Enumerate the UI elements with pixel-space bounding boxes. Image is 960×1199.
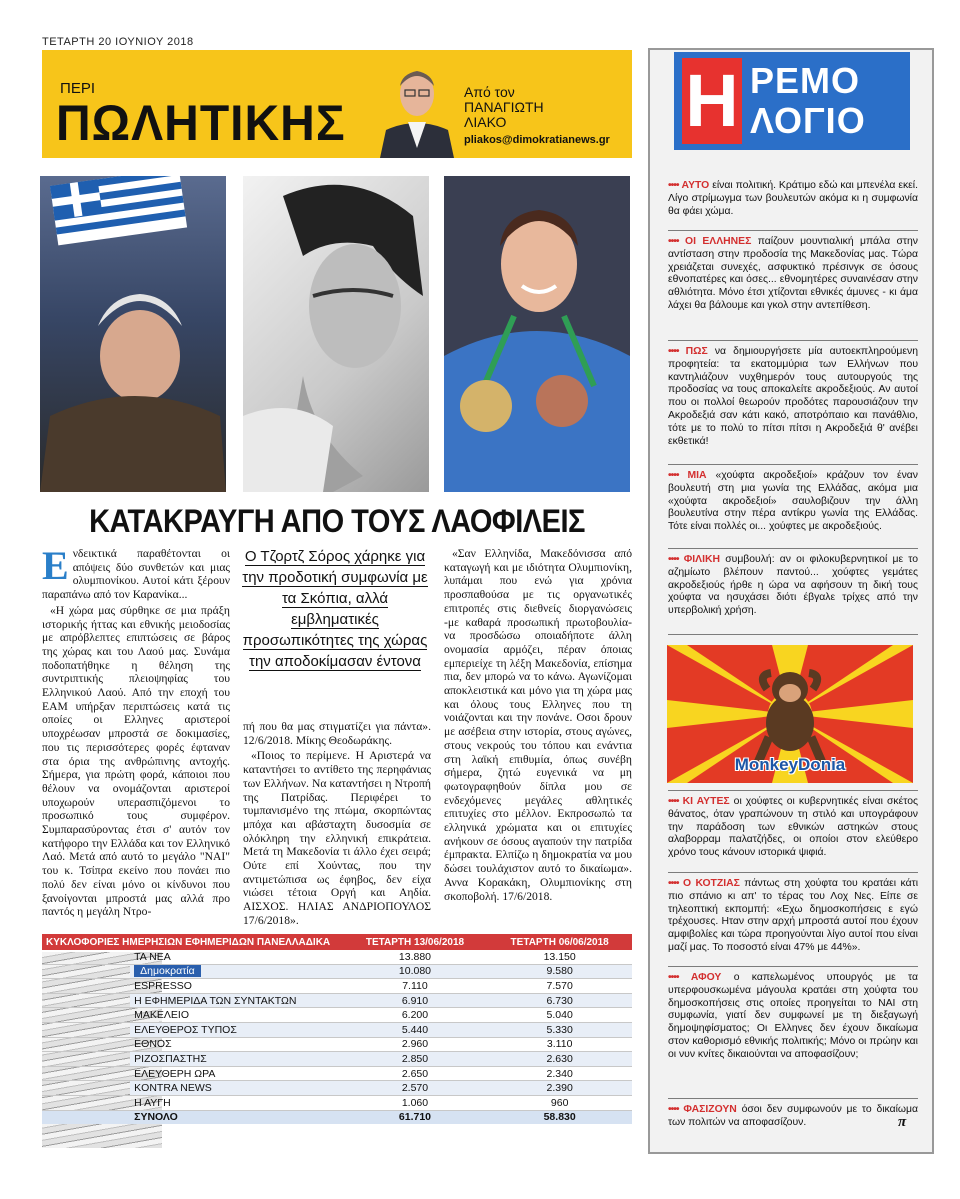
table-row [42, 979, 632, 994]
table-cell-value-1: 2.850 [343, 1052, 488, 1067]
table-cell-name [130, 1081, 342, 1096]
table-cell-value-2: 9.580 [487, 964, 632, 979]
article-column-2 [243, 720, 431, 930]
quote-theodorakis-end: πή που θα μας στιγματίζει για πάντα». 12/6/2018. Μίκης Θεοδωράκης. [243, 720, 431, 747]
author-photo [372, 52, 462, 158]
sidebar-item-lead: ΠΩΣ [685, 346, 708, 357]
table-row [42, 1052, 632, 1067]
table-image-cell [42, 993, 130, 1008]
sidebar-divider [668, 230, 918, 231]
table-cell-value-2: 2.390 [487, 1081, 632, 1096]
sidebar-item [668, 470, 918, 534]
table-cell-name [130, 950, 342, 964]
table-cell-name [130, 993, 342, 1008]
table-image-cell [42, 1022, 130, 1037]
table-cell-value-2: 3.110 [487, 1037, 632, 1052]
table-image-cell [42, 979, 130, 994]
table-cell-value-1: 2.960 [343, 1037, 488, 1052]
paper-name: ΡΙΖΟΣΠΑΣΤΗΣ [134, 1052, 207, 1065]
paper-name: Η ΕΦΗΜΕΡΙΔΑ ΤΩΝ ΣΥΝΤΑΚΤΩΝ [134, 994, 297, 1007]
sidebar-logo-line-1: ΡΕΜΟ [750, 60, 861, 101]
sidebar-logo [674, 52, 910, 150]
sidebar-item [668, 1104, 918, 1130]
paper-name: KONTRA NEWS [134, 1082, 212, 1095]
quote-korakaki: «Σαν Ελληνίδα, Μακεδόνισσα από καταγωγή και με ιδιότητα Ολυμπιονίκη, λυπάμαι που ενώ για χρόνια προσπαθούσα με τις οργανωτικές επιτροπές στις διεθνείς διοργανώσεις -με καθαρά προσωπική πρωτοβουλία- να προσδώσω οποιαδήποτε άλλη ονομασία αρμόζει, πέραν όποιας εμπεριείχε τη λέξη Μακεδονία, επίσημα πια, δεν μπορώ να το κάνω. Αγωνίζομαι αποκλειστικά και μόνο για τη χώρα μας και όλους τους Ελληνες που τη νοιάζονται και την πονάνε. Οσοι δρουν με ασέβεια στην ιστορία, στους αγώνες, στους νεκρούς του τόπου και ενάντια στη λαϊκή επιθυμία, όπως συνέβη σήμερα, ζητώ ευγενικά να μη φωτογραφηθούν δίπλα μου σε ενδεχόμενες μεγάλες αθλητικές επιτυχίες στο μέλλον. Εκπροσωπώ τα ελληνικά χρώματα και οι επιτυχίες ανήκουν σε όσους αγαπούν την πατρίδα έμπρακτα. Ελπίζω η δημοκρατία να μου δώσει τουλάχιστον αυτό το δικαίωμα». Αννα Κορακάκη, Ολυμπιονίκης στη σκοποβολή. 17/6/2018. [444, 547, 632, 903]
sidebar-item [668, 972, 918, 1062]
author-line-1: Από τον [464, 84, 515, 100]
article-headline: ΚΑΤΑΚΡΑΥΓΗ ΑΠΟ ΤΟΥΣ ΛΑΟΦΙΛΕΙΣ [89, 504, 585, 540]
table-row [42, 1008, 632, 1023]
sidebar-item [668, 796, 918, 860]
paper-name: ESPRESSO [134, 979, 192, 992]
monkeydonia-caption: MonkeyDonia [734, 755, 846, 774]
bullet-dots: •••• [668, 878, 679, 889]
table-cell-value-2: 6.730 [487, 993, 632, 1008]
sidebar-logo-letter: Η [682, 58, 742, 144]
sidebar-divider [668, 790, 918, 791]
table-row [42, 1022, 632, 1037]
column-title: ΠΩΛΗΤΙΚΗΣ [56, 95, 346, 152]
sidebar-divider [668, 966, 918, 967]
table-cell-name [130, 1066, 342, 1081]
table-cell-value-1: 1.060 [343, 1095, 488, 1110]
paper-name: ΤΑ ΝΕΑ [134, 950, 171, 963]
table-col-date-2: ΤΕΤΑΡΤΗ 06/06/2018 [487, 934, 632, 950]
table-image-cell [42, 1081, 130, 1096]
table-row [42, 1095, 632, 1110]
sidebar-item [668, 180, 918, 218]
table-cell-value-2: 7.570 [487, 979, 632, 994]
table-cell-value-2: 5.040 [487, 1008, 632, 1023]
bullet-dots: •••• [668, 796, 679, 807]
quote-theodorakis: «Η χώρα μας σύρθηκε σε μια πράξη ιστορικής ήττας και εθνικής μειοδοσίας με απρόβλεπτες επιπτώσεις σε βάρος της χώρας και του Λαού μας. Συνάμα ποδοπατήθηκε η θέληση της συντριπτικής πλειοψηφίας του Ελληνικού Λαού. Από την εποχή του ΕΑΜ υπήρξαν περιπτώσεις κατά τις οποίες οι Ελληνες αριστεροί υποχρέωσαν μπροστά σε δοκιμασίες, που τις περισσότερες φορές έφταναν στα όρια της ανθρώπινης αντοχής. Σήμερα, για πρώτη φορά, κάποιοι που θέλουν να ονομάζονται αριστεροί υποχωρούν υπερασπιζόμενοι το προσωπικό τους συμφέρον. Συμπαρασύροντας έτσι σ' αυτόν τον κατήφορο την Ελλάδα και τον Ελληνικό Λαό. Μετά από αυτό το μεγάλο "ΝΑΙ" του κ. Τσίπρα εκείνο που πονάει πιο πολύ δεν είναι μόνο οι κίνδυνοι που ξανοίγονται μπροστά μας αλλά προ παντός η μεγάλη Ντρο- [42, 603, 230, 919]
highlight-dimokratia: Δημοκρατία [134, 965, 201, 977]
sidebar-item-lead: ΟΙ ΕΛΛΗΝΕΣ [684, 236, 752, 247]
table-image-cell [42, 950, 130, 964]
table-cell-value-1: 6.200 [343, 1008, 488, 1023]
table-cell-value-2: 2.630 [487, 1052, 632, 1067]
paper-name: ΕΛΕΥΘΕΡΗ ΩΡΑ [134, 1067, 216, 1080]
table-image-cell [42, 1008, 130, 1023]
table-cell-value-1: 6.910 [343, 993, 488, 1008]
sidebar-divider [668, 548, 918, 549]
sidebar-divider [668, 634, 918, 635]
author-line-2: ΠΑΝΑΓΙΩΤΗ [464, 99, 544, 115]
paper-name: Η ΑΥΓΗ [134, 1096, 171, 1109]
sidebar-item-lead: ΦΑΣΙΖΟΥΝ [683, 1104, 737, 1115]
issue-date: ΤΕΤΑΡΤΗ 20 ΙΟΥΝΙΟΥ 2018 [42, 36, 194, 48]
sidebar-item-text: οι χούφτες οι κυβερνητικές είναι σκέτος θάνατος, όταν γραπώνουν τη στιλό και υπογράφουν την παράδοση των εθνικών αστηκών στους αλαβορραμ παλατζήδες, οι οποίοι στον ελεύθερο χρόνο τους κάνουν ιστορικά ψιφιά. [668, 796, 918, 859]
table-cell-value-2: 13.150 [487, 950, 632, 964]
table-row [42, 993, 632, 1008]
bullet-dots: •••• [668, 972, 679, 983]
photo-andriopoulos-image [243, 176, 429, 492]
pull-quote [240, 546, 430, 672]
sidebar-divider [668, 340, 918, 341]
table-cell-name [130, 1095, 342, 1110]
sidebar-logo-line-2: ΛΟΓΙΟ [750, 100, 866, 141]
table-row [42, 964, 632, 979]
table-cell-value-1: 2.570 [343, 1081, 488, 1096]
bullet-dots: •••• [668, 554, 679, 565]
sidebar-item-text: ο καπελωμένος υπουργός με τα υπερφουσκωμένα μάγουλα κρατάει στη χούφτα του δημοσκοπήσεις στις οποίες προηγείται το ΝΑΙ στη συμφωνία, γιατί δεν συμφωνεί με τη διεξαγωγή δημοψηφίσματος; Οι Ελληνες δεν έχουν δικαίωμα στον καθορισμό εθνικής πολιτικής; Μόνο οι πρώην και οι νυν κνίτες δικαιούνται να αποφασίζουν; [668, 972, 919, 1060]
sidebar-item-text: «χούφτα ακροδεξιοί» κράζουν τον έναν βουλευτή στη μια γωνία της Ελλάδας, ακόμα μια «χούφτα ακροδεξιοί» σαυλοβιζουν την άλλη βουλευτίνα στην πέρα αντίκρυ γωνία της Ελλάδας. Τότε είναι πολλές οι... χούφτες με ακροδεξιούς. [668, 470, 919, 533]
sidebar-item-text: συμβουλή: αν οι φιλοκυβερνητικοί με το αζημίωτο βλέπουν παντού... χούφτες γεμάτες ακροδεξιούς ήρθε η ώρα να αφήσουν τη δική τους χούφτα να ησυχάσει διότι έβγαλε τρίχες από την υπερβολική χρήση. [668, 554, 919, 617]
sidebar-item [668, 554, 918, 618]
table-cell-value-2: 960 [487, 1095, 632, 1110]
author-byline [464, 85, 544, 130]
table-cell-value-2: 2.340 [487, 1066, 632, 1081]
table-cell-value-1: 2.650 [343, 1066, 488, 1081]
table-cell-name [130, 1022, 342, 1037]
photo-theodorakis-image [40, 176, 226, 492]
sidebar-item [668, 878, 918, 955]
sidebar-signature: π [898, 1114, 907, 1130]
article-intro-text: νδεικτικά παραθέτονται οι απόψεις δύο συνθετών και μιας ολυμπιονίκου. Αυτοί κάτι ξέρουν παραπάνω από τον Καρανίκα... [42, 547, 230, 602]
column-kicker: ΠΕΡΙ [60, 80, 96, 97]
sidebar-item-lead: ΜΙΑ [687, 470, 707, 481]
author-email[interactable]: pliakos@dimokratianews.gr [464, 134, 610, 146]
table-image-cell [42, 1052, 130, 1067]
table-col-date-1: ΤΕΤΑΡΤΗ 13/06/2018 [343, 934, 488, 950]
table-row [42, 1081, 632, 1096]
sidebar-item-text: παίζουν μουντιαλική μπάλα στην αντίσταση στην προδοσία της Μακεδονίας μας. Τώρα χρειάζεται συνεχές, ασφυκτικό πρέσινγκ σε όσους εθνοπατέρες και όσες... εθνομητέρες συναινέσαν στην αθλιότητα. Μόνο έτσι χτίζονται εθνικές άμυνες - κι άμα λάχει θα βάλουμε και γκολ στην αντεπίθεση. [668, 236, 918, 311]
sidebar-item [668, 346, 918, 448]
table-cell-value-1: 5.440 [343, 1022, 488, 1037]
sidebar-item-lead: ΑΦΟΥ [690, 972, 722, 983]
table-row [42, 1066, 632, 1081]
circulation-table [42, 934, 632, 1124]
sidebar-item-text: πάντως στη χούφτα του κρατάει κάτι πιο σπάνιο κι απ' το τέρας του Λοχ Νες. Είπε σε τηλεοπτική εκπομπή: «Εχω δημοσκοπήσεις ε εγώ τρέχουσες. Ηταν στην αρχή μπροστά αυτοί που έχουν αμφιβολίες και τώρα προηγούνται λίγο αυτοί που είναι μαζί μας. Το ποσοστό είναι 47% με 44%». [668, 878, 919, 953]
sidebar-divider [668, 1098, 918, 1099]
table-image-cell [42, 1110, 130, 1124]
table-image-cell [42, 1066, 130, 1081]
sidebar-item-lead: ΑΥΤΟ [681, 180, 710, 191]
photo-andriopoulos [243, 176, 429, 492]
sidebar-divider [668, 464, 918, 465]
photo-korakaki-image [444, 176, 630, 492]
article-intro [42, 543, 230, 602]
table-cell-name [130, 1037, 342, 1052]
table-image-cell [42, 964, 130, 979]
table-cell-value-1: 13.880 [343, 950, 488, 964]
sidebar-item-text: είναι πολιτική. Κράτιμο εδώ και μπενέλα εκεί. Λίγο στρίμωγμα των βουλευτών ακόμα κι η συμφωνία θα φάει χώμα. [668, 180, 918, 217]
monkeydonia-image [667, 645, 913, 783]
paper-name: ΕΛΕΥΘΕΡΟΣ ΤΥΠΟΣ [134, 1023, 237, 1036]
sidebar-divider [668, 872, 918, 873]
bullet-dots: •••• [668, 180, 679, 191]
article-column-1 [42, 543, 230, 921]
bullet-dots: •••• [668, 346, 679, 357]
sidebar-item-lead: ΚΙ ΑΥΤΕΣ [682, 796, 730, 807]
table-image-cell [42, 1037, 130, 1052]
sidebar-item-lead: Ο ΚΟΤΖΙΑΣ [682, 878, 740, 889]
table-cell-value-1: 7.110 [343, 979, 488, 994]
paper-name: ΕΘΝΟΣ [134, 1038, 172, 1051]
table-row [42, 950, 632, 964]
pull-quote-text: Ο Τζορτζ Σόρος χάρηκε για την προδοτική συμφωνία με τα Σκόπια, αλλά εμβληματικές προσωπικότητες της χώρας την αποδοκίμασαν έντονα [242, 548, 428, 670]
paper-name: ΜΑΚΕΛΕΙΟ [134, 1009, 190, 1022]
table-total-label: ΣΥΝΟΛΟ [130, 1110, 342, 1124]
sidebar-item-lead: ΦΙΛΙΚΗ [683, 554, 721, 565]
sidebar-item [668, 236, 918, 313]
table-title: ΚΥΚΛΟΦΟΡΙΕΣ ΗΜΕΡΗΣΙΩΝ ΕΦΗΜΕΡΙΔΩΝ ΠΑΝΕΛΛΑΔΙΚΑ [42, 934, 343, 950]
bullet-dots: •••• [668, 1104, 679, 1115]
table-total-value-1: 61.710 [343, 1110, 488, 1124]
quote-andriopoulos: «Ποιος το περίμενε. Η Αριστερά να καταντήσει το αντίθετο της περηφάνιας των Ελλήνων. Να καταντήσει η Ντροπή της Πατρίδας. Περιφέρει το τυμπανισμένο της πτώμα, σκορπώντας μπόχα και αβάσταχτη δυσοσμία σε ολόκληρη την ελληνική επικράτεια. Μετά τη Μακεδονία τι άλλο έχει σειρά; Ούτε επί Χούντας, που την αντιμετώπισα ως έφηβος, δεν είχα νιώσει τέτοια Οργή και Αηδία. ΑΙΣΧΟΣ. ΗΛΙΑΣ ΑΝΔΡΙΟΠΟΥΛΟΣ 17/6/2018». [243, 749, 431, 927]
table-row [42, 1037, 632, 1052]
article-column-3 [444, 547, 632, 905]
bullet-dots: •••• [668, 236, 679, 247]
table-cell-name [130, 1052, 342, 1067]
photo-korakaki [444, 176, 630, 492]
table-total-value-2: 58.830 [487, 1110, 632, 1124]
table-header-row [42, 934, 632, 950]
photo-theodorakis [40, 176, 226, 492]
dropcap: Ε [42, 543, 69, 588]
table-cell-name [130, 1008, 342, 1023]
table-cell-value-1: 10.080 [343, 964, 488, 979]
sidebar-item-text: να δημιουργήσετε μία αυτοεκπληρούμενη προφητεία: τα εκατομμύρια των Ελλήνων που καντηλιάζουν νυχθημερόν τους αυτουργούς της προδοσίας να τους αποκαλείτε ακροδεξιούς. Αν αυτοί που οι πολλοί θεωρούν προδότες παρουσιάζουν την Ακροδεξιά σαν κάτι κακό, αποτρόπαιο και πανάθλιο, τότε με το πολύ το πίτσι πίτσι η Ακροδεξιά θ' ανέβει εκθετικά! [668, 346, 919, 447]
table-cell-name [130, 979, 342, 994]
sidebar-item-text: όσοι δεν συμφωνούν με το δικαίωμα των πολιτών να αποφασίζουν. [668, 1104, 919, 1128]
bullet-dots: •••• [668, 470, 679, 481]
table-image-cell [42, 1095, 130, 1110]
table-cell-value-2: 5.330 [487, 1022, 632, 1037]
author-line-3: ΛΙΑΚΟ [464, 114, 507, 130]
table-cell-name [130, 964, 342, 979]
table-total-row [42, 1110, 632, 1124]
